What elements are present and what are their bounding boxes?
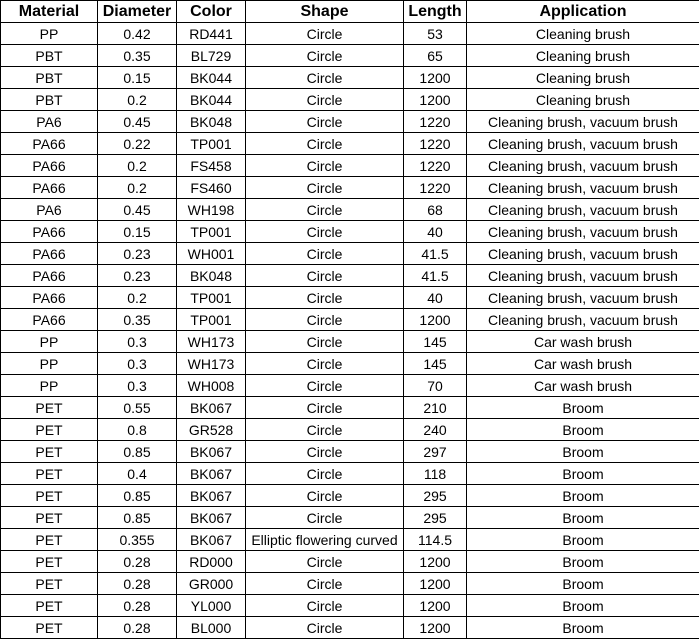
- table-row: [1, 309, 699, 331]
- cell-length: 65: [404, 45, 467, 67]
- cell-color: BK044: [177, 67, 246, 89]
- cell-application: Cleaning brush, vacuum brush: [467, 199, 699, 221]
- cell-application: Broom: [467, 617, 699, 639]
- cell-application: Cleaning brush, vacuum brush: [467, 177, 699, 199]
- cell-material: PP: [1, 331, 98, 353]
- cell-diameter: 0.4: [98, 463, 177, 485]
- cell-diameter: 0.28: [98, 573, 177, 595]
- cell-shape: Circle: [246, 287, 404, 309]
- cell-material: PET: [1, 507, 98, 529]
- cell-length: 118: [404, 463, 467, 485]
- cell-shape: Circle: [246, 45, 404, 67]
- cell-application: Cleaning brush: [467, 67, 699, 89]
- table-row: [1, 221, 699, 243]
- cell-length: 1200: [404, 309, 467, 331]
- cell-shape: Circle: [246, 177, 404, 199]
- cell-length: 295: [404, 507, 467, 529]
- cell-length: 40: [404, 221, 467, 243]
- cell-shape: Circle: [246, 111, 404, 133]
- cell-shape: Circle: [246, 221, 404, 243]
- cell-diameter: 0.15: [98, 67, 177, 89]
- cell-length: 295: [404, 485, 467, 507]
- cell-application: Broom: [467, 595, 699, 617]
- cell-application: Cleaning brush: [467, 89, 699, 111]
- cell-application: Car wash brush: [467, 331, 699, 353]
- cell-shape: Circle: [246, 265, 404, 287]
- cell-material: PET: [1, 463, 98, 485]
- cell-material: PET: [1, 595, 98, 617]
- table-row: [1, 67, 699, 89]
- cell-diameter: 0.85: [98, 485, 177, 507]
- cell-color: GR000: [177, 573, 246, 595]
- cell-color: WH173: [177, 331, 246, 353]
- cell-diameter: 0.85: [98, 441, 177, 463]
- cell-shape: Circle: [246, 617, 404, 639]
- cell-application: Car wash brush: [467, 375, 699, 397]
- cell-material: PA66: [1, 177, 98, 199]
- table-row: [1, 441, 699, 463]
- table-row: [1, 573, 699, 595]
- cell-material: PET: [1, 617, 98, 639]
- cell-diameter: 0.28: [98, 617, 177, 639]
- cell-diameter: 0.22: [98, 133, 177, 155]
- cell-color: FS458: [177, 155, 246, 177]
- cell-application: Cleaning brush, vacuum brush: [467, 243, 699, 265]
- cell-diameter: 0.23: [98, 265, 177, 287]
- cell-length: 1200: [404, 551, 467, 573]
- cell-color: BK067: [177, 397, 246, 419]
- cell-material: PA6: [1, 199, 98, 221]
- cell-color: TP001: [177, 221, 246, 243]
- cell-diameter: 0.85: [98, 507, 177, 529]
- cell-application: Cleaning brush, vacuum brush: [467, 111, 699, 133]
- cell-diameter: 0.15: [98, 221, 177, 243]
- table-row: [1, 397, 699, 419]
- cell-length: 1220: [404, 133, 467, 155]
- cell-shape: Circle: [246, 353, 404, 375]
- cell-color: WH008: [177, 375, 246, 397]
- cell-diameter: 0.2: [98, 177, 177, 199]
- cell-diameter: 0.3: [98, 353, 177, 375]
- cell-shape: Circle: [246, 419, 404, 441]
- table-row: [1, 485, 699, 507]
- cell-color: BK048: [177, 265, 246, 287]
- cell-shape: Circle: [246, 67, 404, 89]
- table-row: [1, 23, 699, 45]
- cell-length: 210: [404, 397, 467, 419]
- cell-application: Broom: [467, 441, 699, 463]
- header-shape: Shape: [246, 1, 404, 23]
- table-row: [1, 375, 699, 397]
- cell-material: PBT: [1, 67, 98, 89]
- cell-diameter: 0.3: [98, 331, 177, 353]
- cell-application: Cleaning brush, vacuum brush: [467, 221, 699, 243]
- cell-material: PET: [1, 551, 98, 573]
- cell-shape: Circle: [246, 331, 404, 353]
- cell-diameter: 0.2: [98, 287, 177, 309]
- table-row: [1, 617, 699, 639]
- cell-material: PBT: [1, 89, 98, 111]
- cell-color: TP001: [177, 309, 246, 331]
- cell-color: GR528: [177, 419, 246, 441]
- table-row: [1, 507, 699, 529]
- cell-material: PP: [1, 375, 98, 397]
- cell-color: BK067: [177, 485, 246, 507]
- cell-color: RD441: [177, 23, 246, 45]
- cell-shape: Circle: [246, 309, 404, 331]
- cell-length: 53: [404, 23, 467, 45]
- cell-color: BL729: [177, 45, 246, 67]
- cell-diameter: 0.3: [98, 375, 177, 397]
- cell-shape: Circle: [246, 397, 404, 419]
- cell-shape: Circle: [246, 89, 404, 111]
- cell-material: PP: [1, 23, 98, 45]
- table-row: [1, 199, 699, 221]
- cell-length: 1200: [404, 617, 467, 639]
- cell-shape: Circle: [246, 595, 404, 617]
- cell-shape: Circle: [246, 463, 404, 485]
- cell-diameter: 0.28: [98, 551, 177, 573]
- cell-length: 41.5: [404, 265, 467, 287]
- cell-color: BK048: [177, 111, 246, 133]
- cell-length: 1200: [404, 89, 467, 111]
- table-row: [1, 89, 699, 111]
- cell-color: BL000: [177, 617, 246, 639]
- cell-shape: Circle: [246, 441, 404, 463]
- table-row: [1, 419, 699, 441]
- header-length: Length: [404, 1, 467, 23]
- cell-application: Broom: [467, 419, 699, 441]
- table-row: [1, 353, 699, 375]
- cell-application: Broom: [467, 507, 699, 529]
- cell-shape: Circle: [246, 551, 404, 573]
- cell-length: 70: [404, 375, 467, 397]
- cell-diameter: 0.35: [98, 309, 177, 331]
- cell-length: 41.5: [404, 243, 467, 265]
- cell-diameter: 0.8: [98, 419, 177, 441]
- table-row: [1, 331, 699, 353]
- cell-material: PA6: [1, 111, 98, 133]
- header-row: [1, 1, 699, 23]
- cell-material: PBT: [1, 45, 98, 67]
- cell-diameter: 0.28: [98, 595, 177, 617]
- cell-application: Broom: [467, 529, 699, 551]
- cell-length: 1200: [404, 573, 467, 595]
- cell-shape: Circle: [246, 199, 404, 221]
- table-row: [1, 595, 699, 617]
- cell-application: Car wash brush: [467, 353, 699, 375]
- cell-color: BK067: [177, 441, 246, 463]
- header-material: Material: [1, 1, 98, 23]
- cell-color: WH198: [177, 199, 246, 221]
- cell-application: Cleaning brush, vacuum brush: [467, 155, 699, 177]
- cell-shape: Circle: [246, 507, 404, 529]
- cell-material: PET: [1, 573, 98, 595]
- cell-application: Cleaning brush, vacuum brush: [467, 309, 699, 331]
- cell-shape: Elliptic flowering curved: [246, 529, 404, 551]
- cell-length: 145: [404, 353, 467, 375]
- cell-application: Cleaning brush, vacuum brush: [467, 265, 699, 287]
- table-row: [1, 529, 699, 551]
- cell-application: Broom: [467, 485, 699, 507]
- cell-shape: Circle: [246, 573, 404, 595]
- cell-color: RD000: [177, 551, 246, 573]
- cell-shape: Circle: [246, 375, 404, 397]
- cell-color: BK044: [177, 89, 246, 111]
- table-row: [1, 551, 699, 573]
- cell-application: Cleaning brush: [467, 23, 699, 45]
- cell-diameter: 0.42: [98, 23, 177, 45]
- cell-material: PET: [1, 397, 98, 419]
- cell-diameter: 0.2: [98, 155, 177, 177]
- cell-length: 145: [404, 331, 467, 353]
- cell-material: PET: [1, 419, 98, 441]
- cell-material: PET: [1, 529, 98, 551]
- cell-length: 1220: [404, 111, 467, 133]
- cell-length: 240: [404, 419, 467, 441]
- table-body: [1, 23, 699, 639]
- cell-application: Cleaning brush: [467, 45, 699, 67]
- cell-material: PA66: [1, 309, 98, 331]
- cell-diameter: 0.45: [98, 111, 177, 133]
- cell-length: 1220: [404, 177, 467, 199]
- cell-color: WH001: [177, 243, 246, 265]
- cell-application: Broom: [467, 463, 699, 485]
- cell-material: PP: [1, 353, 98, 375]
- table-row: [1, 463, 699, 485]
- cell-diameter: 0.23: [98, 243, 177, 265]
- table-row: [1, 243, 699, 265]
- cell-length: 68: [404, 199, 467, 221]
- cell-material: PET: [1, 485, 98, 507]
- cell-diameter: 0.2: [98, 89, 177, 111]
- cell-length: 1220: [404, 155, 467, 177]
- cell-color: BK067: [177, 463, 246, 485]
- cell-length: 1200: [404, 67, 467, 89]
- cell-diameter: 0.45: [98, 199, 177, 221]
- cell-length: 297: [404, 441, 467, 463]
- header-color: Color: [177, 1, 246, 23]
- table-row: [1, 133, 699, 155]
- cell-shape: Circle: [246, 133, 404, 155]
- cell-color: TP001: [177, 133, 246, 155]
- cell-color: BK067: [177, 529, 246, 551]
- table-row: [1, 45, 699, 67]
- cell-application: Broom: [467, 551, 699, 573]
- table-row: [1, 265, 699, 287]
- header-diameter: Diameter: [98, 1, 177, 23]
- cell-length: 1200: [404, 595, 467, 617]
- table-row: [1, 111, 699, 133]
- table-row: [1, 155, 699, 177]
- cell-length: 114.5: [404, 529, 467, 551]
- cell-material: PET: [1, 441, 98, 463]
- header-application: Application: [467, 1, 699, 23]
- cell-material: PA66: [1, 133, 98, 155]
- cell-material: PA66: [1, 287, 98, 309]
- cell-shape: Circle: [246, 155, 404, 177]
- table-row: [1, 177, 699, 199]
- cell-shape: Circle: [246, 485, 404, 507]
- cell-color: BK067: [177, 507, 246, 529]
- cell-color: WH173: [177, 353, 246, 375]
- table-row: [1, 287, 699, 309]
- cell-shape: Circle: [246, 243, 404, 265]
- cell-material: PA66: [1, 155, 98, 177]
- cell-shape: Circle: [246, 23, 404, 45]
- cell-application: Cleaning brush, vacuum brush: [467, 133, 699, 155]
- cell-diameter: 0.35: [98, 45, 177, 67]
- cell-diameter: 0.355: [98, 529, 177, 551]
- cell-diameter: 0.55: [98, 397, 177, 419]
- cell-color: TP001: [177, 287, 246, 309]
- cell-material: PA66: [1, 243, 98, 265]
- cell-application: Broom: [467, 397, 699, 419]
- cell-application: Broom: [467, 573, 699, 595]
- cell-color: YL000: [177, 595, 246, 617]
- cell-material: PA66: [1, 265, 98, 287]
- cell-application: Cleaning brush, vacuum brush: [467, 287, 699, 309]
- cell-material: PA66: [1, 221, 98, 243]
- cell-length: 40: [404, 287, 467, 309]
- cell-color: FS460: [177, 177, 246, 199]
